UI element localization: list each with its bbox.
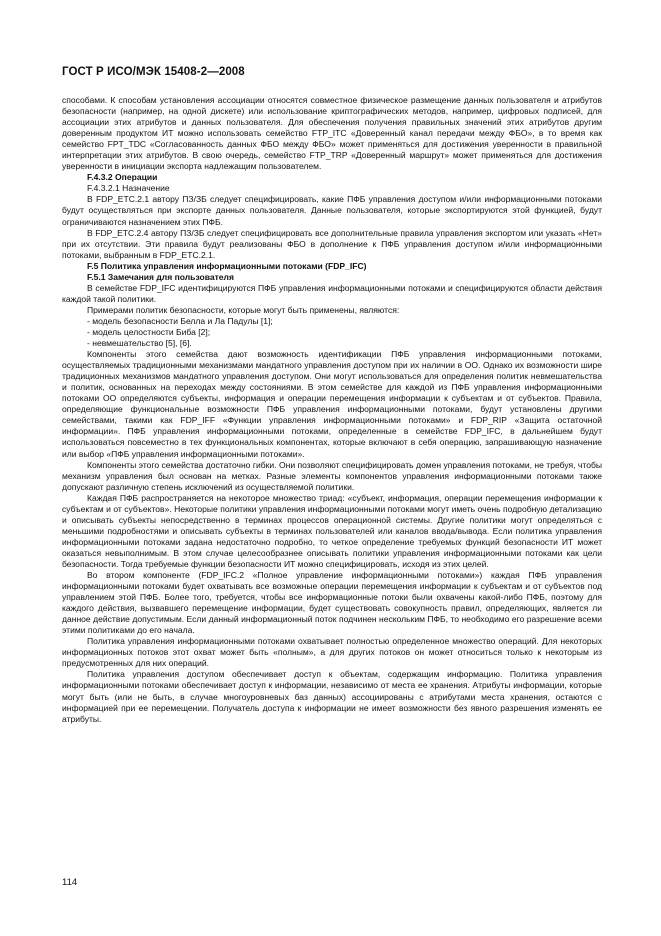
section-heading: F.5 Политика управления информационными потоками (FDP_IFC) bbox=[87, 260, 367, 271]
paragraph: Компоненты этого семейства дают возможность идентификации ПФБ управления информационными потоками, осуществляемых традиционными механизмами мандатного управления доступом при их наличии в ОО. Однако их возможности шире традиционных механизмов мандатного управления доступом. Они могут использоваться для определения политик невмешательства и политик, основанных на переходах между состояниями. В этом семействе для каждой из ПФБ управления информационными потоками ОО определяются субъекты, информация и операции перемещения информации к субъектам и от субъектов. Правила, определяющие функциональные возможности ПФБ управления информационными потоками, будут установлены другими семействами, такими как FDP_IFF «Функции управления информационными потоками» и FDP_RIP «Защита остаточной информации». ПФБ управления информационными потоками, определенные в семействе FDP_IFC, в дальнейшем будут использоваться повсеместно в тех функциональных компонентах, которые включают в себя операцию, запрашивающую назначение или выбор «ПФБ управления информационными потоками». bbox=[62, 349, 602, 459]
section-heading: F.5.1 Замечания для пользователя bbox=[87, 271, 234, 282]
paragraph: Примерами политик безопасности, которые могут быть применены, являются: bbox=[87, 304, 400, 315]
paragraph: В FDP_ETC.2.4 автору ПЗ/ЗБ следует специфицировать все дополнительные правила управления экспортом или указать «Нет» при их отсутствии. Эти правила будут реализованы ФБО в дополнение к ПФБ управления доступом и/или информационными потоками, выбранным в FDP_ETC.2.1. bbox=[62, 227, 602, 260]
section-heading: F.4.3.2 Операции bbox=[87, 172, 158, 183]
paragraph: Компоненты этого семейства достаточно гибки. Они позволяют специфицировать домен управления потоками, не требуя, чтобы механизм управления был основан на метках. Разные элементы компонентов управления информационными потоками также допускают различную степень исключений из осуществляемой политики. bbox=[62, 459, 602, 492]
paragraph: В семействе FDP_IFC идентифицируются ПФБ управления информационными потоками и специфицируются области действия каждой такой политики. bbox=[62, 282, 602, 304]
paragraph: способами. К способам установления ассоциации относятся совместное физическое размещение данных пользователя и атрибутов безопасности (например, на одной дискете) или использование криптографических методов, например, цифровых подписей, для ассоциации этих атрибутов и данных пользователя. Для обеспечения получения правильных значений этих атрибутов другим доверенным продуктом ИТ можно использовать семейство FTP_ITC «Доверенный канал передачи между ФБО», в то время как семейство FPT_TDC «Согласованность данных ФБО между ФБО» может применяться для достижения уверенности в правильной интерпретации этих атрибутов. В свою очередь, семейство FTP_TRP «Доверенный маршрут» может применяться для достижения уверенности в инициации экспорта надлежащим пользователем. bbox=[62, 95, 602, 172]
paragraph: В FDP_ETC.2.1 автору ПЗ/ЗБ следует специфицировать, какие ПФБ управления доступом и/или информационными потоками будут осуществляться при экспорте данных пользователя. Данные пользователя, которые экспортируются этой функцией, будут ограничиваются назначением этих ПФБ. bbox=[62, 194, 602, 227]
document-header: ГОСТ Р ИСО/МЭК 15408-2—2008 bbox=[62, 66, 245, 78]
paragraph: Политика управления доступом обеспечивает доступ к объектам, содержащим информацию. Политика управления информационными потоками обеспечивает доступ к информации, независимо от места ее хранения. Атрибуты информации, которые могут быть (или не быть, в случае многоуровневых баз данных) ассоциированы с атрибутами места хранения, остаются с информацией при ее перемещении. Получатель доступа к информации не имеет возможности без явного разрешения изменять ее атрибуты. bbox=[62, 669, 602, 724]
paragraph: Политика управления информационными потоками охватывает полностью определенное множество операций. Для некоторых информационных потоков этот охват может быть «полным», а для других потоков он может относиться только к некоторым из предусмотренных для них операций. bbox=[62, 636, 602, 669]
document-body bbox=[62, 95, 602, 725]
paragraph: - невмешательство [5], [6]. bbox=[87, 338, 192, 349]
paragraph: - модель целостности Биба [2]; bbox=[87, 326, 211, 337]
paragraph: F.4.3.2.1 Назначение bbox=[87, 183, 170, 194]
paragraph: Каждая ПФБ распространяется на некоторое множество триад: «субъект, информация, операции перемещения информации к субъектам и от субъектов». Некоторые политики управления информационными потоками могут иметь очень подробную детализацию и описывать субъекты непосредственно в терминах процессов операционной системы. Другие политики могут определяться с меньшими подробностями и описывать субъекты в терминах пользователей или каналов ввода/вывода. Если политика управления информационными потоками задана недостаточно подробно, то четкое определение требуемых функций безопасности ИТ может оказаться невыполнимым. В этом случае целесообразнее описывать политики управления информационными потоками как цели безопасности. Тогда требуемые функции безопасности ИТ можно специфицировать, исходя из этих целей. bbox=[62, 492, 602, 569]
paragraph: Во втором компоненте (FDP_IFC.2 «Полное управление информационными потоками») каждая ПФБ управления информационными потоками будет охватывать все возможные операции перемещения информации к субъектам и от субъектов под управлением этой ПФБ. Более того, требуется, чтобы все информационные потоки были охвачены какой-либо ПФБ, поэтому для каждого действия, вызвавшего перемещение информации, будет существовать совокупность правил, определяющих, является ли данное действие допустимым. Если данный информационный поток подчинен нескольким ПФБ, то необходимо его разрешение всеми этими политиками до его начала. bbox=[62, 570, 602, 636]
paragraph: - модель безопасности Белла и Ла Падулы [1]; bbox=[87, 315, 273, 326]
page-number: 114 bbox=[62, 877, 78, 888]
